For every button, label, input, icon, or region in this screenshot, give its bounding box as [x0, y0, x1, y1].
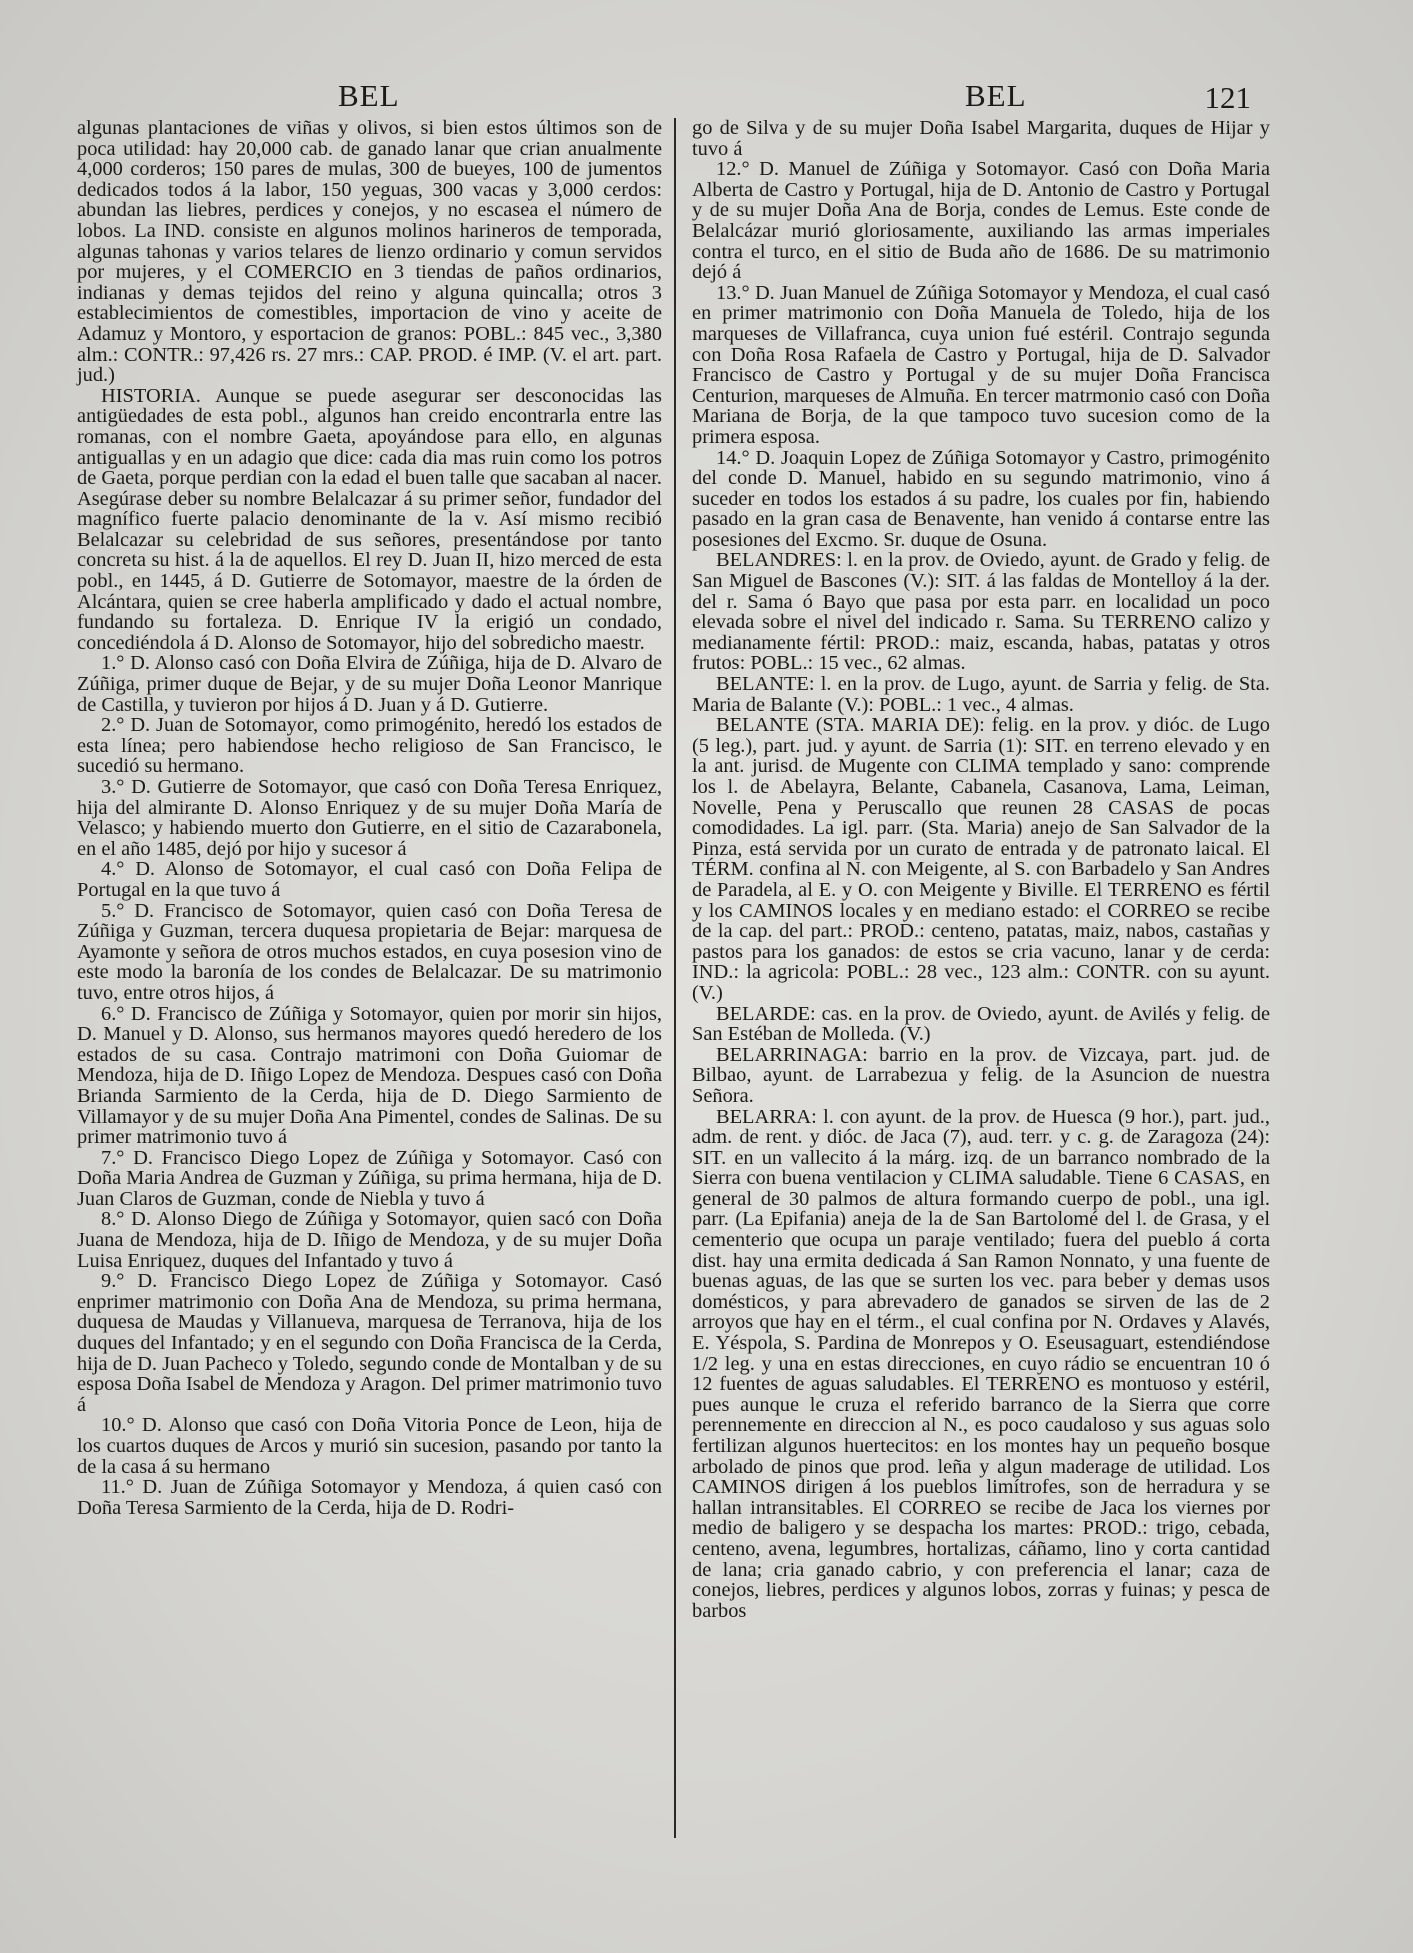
paragraph: 6.° D. Francisco de Zúñiga y Sotomayor, quien por morir sin hijos, D. Manuel y D. Alonso, sus hermanos mayores quedó heredero de los estados de su casa. Contrajo matrimoni con Doña Guiomar de Mendoza, hija de D. Iñigo Lopez de Mendoza. Despues casó con Doña Brianda Sarmiento de la Cerda, hija de D. Diego Sarmiento de Villamayor y de su mujer Doña Ana Pimentel, condes de Salinas. De su primer matrimonio tuvo á — [77, 1002, 662, 1149]
dictionary-entry: BELANDRES: l. en la prov. de Oviedo, ayunt. de Grado y felig. de San Miguel de Bascones (V.): SIT. á las faldas de Montelloy á la der. del r. Sama ó Bayo que pasa por esta parr. en localidad un poco elevada sobre el nivel del indicado r. Sama. Su TERRENO calizo y medianamente fértil: PROD.: maiz, escanda, habas, patatas y otros frutos: POBL.: 15 vec., 62 almas. — [692, 549, 1270, 675]
paragraph: go de Silva y de su mujer Doña Isabel Margarita, duques de Hijar y tuvo á — [692, 117, 1270, 160]
paragraph: 5.° D. Francisco de Sotomayor, quien casó con Doña Teresa de Zúñiga y Guzman, tercera duquesa propietaria de Bejar: marquesa de Ayamonte y señora de otros muchos estados, en cuya posesion vino de este modo la baronía de los condes de Belalcazar. De su matrimonio tuvo, entre otros hijos, á — [77, 899, 662, 1004]
dictionary-entry: BELANTE: l. en la prov. de Lugo, ayunt. de Sarria y felig. de Sta. Maria de Balante (V.): POBL.: 1 vec., 4 almas. — [692, 673, 1270, 716]
column-divider — [674, 118, 676, 1838]
paragraph: algunas plantaciones de viñas y olivos, si bien estos últimos son de poca utilidad: hay 20,000 cab. de ganado lanar que crian anualmente 4,000 corderos; 150 pares de mulas, 300 de bueyes, 100 de jumentos dedicados todos á la labor, 150 yeguas, 300 vacas y 3,000 cerdos: abundan las liebres, perdices y conejos, y no escasea el número de lobos. La IND. consiste en algunos molinos harineros de temporada, algunas tahonas y varios telares de lienzo ordinario y comun servidos por mujeres, y el COMERCIO en 3 tiendas de paños ordinarios, indianas y demas tejidos del reino y alguna quincalla; otros 3 establecimientos de comestibles, importacion de vino y aceite de Adamuz y Montoro, y esportacion de granos: POBL.: 845 vec., 3,380 alm.: CONTR.: 97,426 rs. 27 mrs.: CAP. PROD. é IMP. (V. el art. part. jud.) — [77, 117, 662, 387]
paragraph: HISTORIA. Aunque se puede asegurar ser desconocidas las antigüedades de esta pobl., algunos han creido encontrarla entre las romanas, con el nombre Gaeta, apoyándose para ello, en algunas antiguallas y en un adagio que dice: cada dia mas ruin como los potros de Gaeta, porque perdian con la edad el buen talle que sacaban al nacer. Asegúrase deber su nombre Belalcazar á su primer señor, fundador del magnífico fuerte palacio denominante de la v. Así mismo recibió Belalcazar su celebridad de sus señores, presentándose por tanto concreta su hist. á la de aquellos. El rey D. Juan II, hizo merced de esta pobl., en 1445, á D. Gutierre de Sotomayor, maestre de la órden de Alcántara, quien se cree haberla amplificado y dado el actual nombre, fundando su fortaleza. D. Enrique IV la erigió un condado, concediéndola á D. Alonso de Sotomayor, hijo del sobredicho maestr. — [77, 384, 662, 654]
left-column — [77, 118, 662, 1518]
paragraph: 9.° D. Francisco Diego Lopez de Zúñiga y Sotomayor. Casó enprimer matrimonio con Doña Ana de Mendoza, su prima hermana, duquesa de Maudas y Villanueva, marquesa de Terranova, hija de los duques del Infantado; y en el segundo con Doña Francisca de la Cerda, hija de D. Juan Pacheco y Toledo, segundo conde de Montalban y de su esposa Doña Isabel de Mendoza y Aragon. Del primer matrimonio tuvo á — [77, 1270, 662, 1416]
running-head-right: BEL — [965, 78, 1027, 113]
page-number: 121 — [1204, 80, 1251, 115]
paragraph: 13.° D. Juan Manuel de Zúñiga Sotomayor y Mendoza, el cual casó en primer matrimonio con Doña Manuela de Toledo, hija de los marqueses de Villafranca, cuya union fué estéril. Contrajo segunda con Doña Rosa Rafaela de Castro y Portugal, hija de D. Salvador Francisco de Castro y Portugal y de su mujer Doña Francisca Centurion, marqueses de Almuña. En tercer matrmonio casó con Doña Mariana de Borja, de la que tampoco tuvo sucesion como de la primera esposa. — [692, 281, 1270, 448]
paragraph: 12.° D. Manuel de Zúñiga y Sotomayor. Casó con Doña Maria Alberta de Castro y Portugal, hija de D. Antonio de Castro y Portugal y de su mujer Doña Ana de Borja, condes de Lemus. Este conde de Belalcázar murió gloriosamente, auxiliando las armas imperiales contra el turco, en el sitio de Buda año de 1686. De su matrimonio dejó á — [692, 158, 1270, 284]
paragraph: 10.° D. Alonso que casó con Doña Vitoria Ponce de Leon, hija de los cuartos duques de Arcos y murió sin sucesion, pasando por tanto la de la casa á su hermano — [77, 1414, 662, 1478]
paragraph: 1.° D. Alonso casó con Doña Elvira de Zúñiga, hija de D. Alvaro de Zúñiga, primer duque de Bejar, y de su mujer Doña Leonor Manrique de Castilla, y tuvieron por hijos á D. Juan y á D. Gutierre. — [77, 652, 662, 716]
paragraph: 7.° D. Francisco Diego Lopez de Zúñiga y Sotomayor. Casó con Doña Maria Andrea de Guzman y Zúñiga, su prima hermana, hija de D. Juan Claros de Guzman, conde de Niebla y tuvo á — [77, 1146, 662, 1210]
right-column — [692, 118, 1270, 1621]
paragraph: 4.° D. Alonso de Sotomayor, el cual casó con Doña Felipa de Portugal en la que tuvo á — [77, 858, 662, 901]
paragraph: 11.° D. Juan de Zúñiga Sotomayor y Mendoza, á quien casó con Doña Teresa Sarmiento de la Cerda, hija de D. Rodri- — [77, 1476, 662, 1519]
paragraph: 2.° D. Juan de Sotomayor, como primogénito, heredó los estados de esta línea; pero habiendose hecho religioso de San Francisco, le sucedió su hermano. — [77, 714, 662, 778]
paragraph: 14.° D. Joaquin Lopez de Zúñiga Sotomayor y Castro, primogénito del conde D. Manuel, habido en su segundo matrimonio, vino á suceder en todos los estados á su padre, los cuales por fin, habiendo pasado en la gran casa de Benavente, han venido á contarse entre las posesiones del Excmo. Sr. duque de Osuna. — [692, 446, 1270, 551]
running-head-left: BEL — [338, 78, 400, 113]
paragraph: 8.° D. Alonso Diego de Zúñiga y Sotomayor, quien sacó con Doña Juana de Mendoza, hija de D. Iñigo de Mendoza, y de su mujer Doña Luisa Enriquez, duques del Infantado y tuvo á — [77, 1208, 662, 1272]
dictionary-entry: BELARRA: l. con ayunt. de la prov. de Huesca (9 hor.), part. jud., adm. de rent. y dióc. de Jaca (7), aud. terr. y c. g. de Zaragoza (24): SIT. en un vallecito á la márg. izq. de un barranco nombrado de la Sierra con buena ventilacion y CLIMA saludable. Tiene 6 CASAS, en general de 30 palmos de altura formando cuerpo de pobl., una igl. parr. (La Epifania) aneja de la de San Bartolomé del l. de Grasa, y el cementerio que ocupa un paraje ventilado; fuera del pueblo á corta dist. hay una ermita dedicada á San Ramon Nonnato, y una fuente de buenas aguas, de las que se surten los vec. para beber y demas usos domésticos, y para abrevadero de ganados se sirven de las de 2 arroyos que hay en el térm., el cual confina por N. Ordaves y Alavés, E. Yéspola, S. Pardina de Monrepos y O. Eseusaguart, estendiéndose 1/2 leg. y una en estas direcciones, en cuyo rádio se encuentran 10 ó 12 fuentes de aguas saludables. El TERRENO es montuoso y estéril, pues aunque le cruza el referido barranco de la Sierra que corre perennemente en direccion al N., es poco caudaloso y sus aguas solo fertilizan algunos huertecitos: en los montes hay un pequeño bosque arbolado de pinos que prod. leña y algun maderage de utilidad. Los CAMINOS dirigen á los pueblos limítrofes, son de herradura y se hallan intransitables. El CORREO se recibe de Jaca los viernes por medio de baligero y se despacha los martes: PROD.: trigo, cebada, centeno, avena, legumbres, hortalizas, cáñamo, lino y corta cantidad de lana; cria ganado cabrio, y con preferencia el lanar; caza de conejos, liebres, perdices y algunos lobos, zorras y fuinas; y pesca de barbos — [692, 1105, 1270, 1622]
dictionary-entry: BELANTE (STA. MARIA DE): felig. en la prov. y dióc. de Lugo (5 leg.), part. jud. y ayunt. de Sarria (1): SIT. en terreno elevado y en la ant. jurisd. de Mugente con CLIMA templado y sano: comprende los l. de Abelayra, Belante, Cabanela, Casanova, Lama, Leiman, Novelle, Pena y Peruscallo que reunen 28 CASAS de pocas comodidades. La igl. parr. (Sta. Maria) anejo de San Salvador de la Pinza, está servida por un curato de entrada y de patronato laical. El TÉRM. confina al N. con Meigente, al S. con Barbadelo y San Andres de Paradela, al E. y O. con Meigente y Biville. El TERRENO es fértil y los CAMINOS locales y en mediano estado: el CORREO se recibe de la cap. del part.: PROD.: centeno, patatas, maiz, nabos, castañas y pastos para los ganados: de estos se cria vacuno, lanar y de cerda: IND.: la agricola: POBL.: 28 vec., 123 alm.: CONTR. con su ayunt. (V.) — [692, 714, 1270, 1004]
paragraph: 3.° D. Gutierre de Sotomayor, que casó con Doña Teresa Enriquez, hija del almirante D. Alonso Enriquez y de su mujer Doña María de Velasco; y habiendo muerto don Gutierre, en el sitio de Cazarabonela, en el año 1485, dejó por hijo y sucesor á — [77, 776, 662, 860]
dictionary-entry: BELARDE: cas. en la prov. de Oviedo, ayunt. de Avilés y felig. de San Estéban de Molleda. (V.) — [692, 1002, 1270, 1046]
dictionary-entry: BELARRINAGA: barrio en la prov. de Vizcaya, part. jud. de Bilbao, ayunt. de Larrabezua y felig. de la Asuncion de nuestra Señora. — [692, 1043, 1270, 1107]
